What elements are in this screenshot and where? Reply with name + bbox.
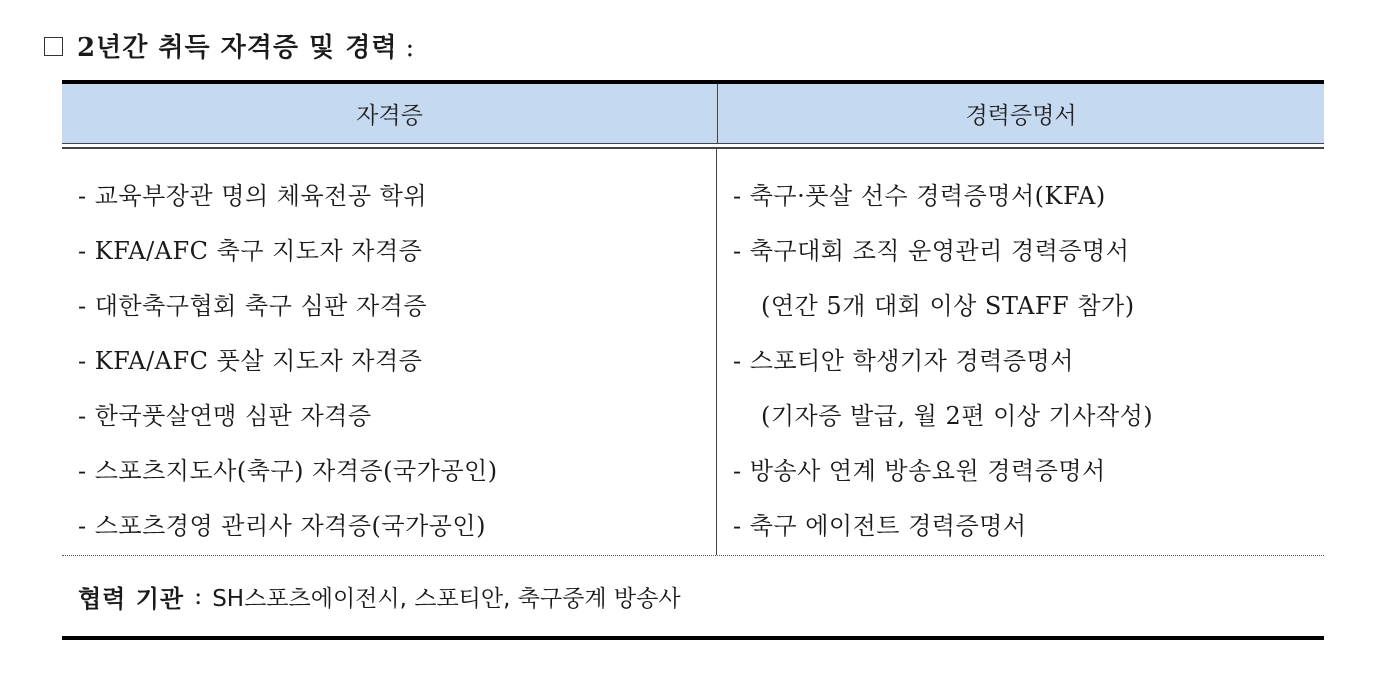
section-title: 2년간 취득 자격증 및 경력 — [77, 33, 398, 63]
table-bottom-rule — [62, 636, 1324, 640]
partner-value: SH스포츠에이전시, 스포티안, 축구중계 방송사 — [212, 585, 681, 612]
list-item: - 교육부장관 명의 체육전공 학위 — [78, 182, 428, 210]
partner-footer — [62, 556, 1324, 636]
section-heading — [44, 28, 414, 68]
partner-colon: : — [194, 582, 203, 610]
list-item: - 스포츠경영 관리사 자격증(국가공인) — [78, 512, 486, 540]
list-item: - 축구·풋살 선수 경력증명서(KFA) — [733, 182, 1106, 210]
list-item: - 대한축구협회 축구 심판 자격증 — [78, 292, 428, 320]
header-certificates: 자격증 — [62, 84, 718, 143]
table-body — [62, 149, 1324, 555]
list-item: - 한국풋살연맹 심판 자격증 — [78, 402, 372, 430]
list-item: - 축구 에이전트 경력증명서 — [733, 512, 1027, 540]
list-item: - KFA/AFC 풋살 지도자 자격증 — [78, 347, 423, 375]
list-item: - 스포츠지도사(축구) 자격증(국가공인) — [78, 457, 498, 485]
list-item-note: (기자증 발급, 월 2편 이상 기사작성) — [761, 402, 1154, 430]
career-column — [717, 149, 1323, 555]
list-item-note: (연간 5개 대회 이상 STAFF 참가) — [761, 292, 1135, 320]
header-career-certificates: 경력증명서 — [965, 103, 1077, 129]
list-item: - KFA/AFC 축구 지도자 자격증 — [78, 237, 423, 265]
list-item: - 축구대회 조직 운영관리 경력증명서 — [733, 237, 1130, 265]
table-header — [62, 84, 1324, 144]
list-item: - 스포티안 학생기자 경력증명서 — [733, 347, 1074, 375]
certificates-column — [62, 149, 717, 555]
section-title-colon: : — [405, 33, 415, 63]
credentials-table — [62, 80, 1324, 640]
checkbox-square-icon — [44, 37, 63, 56]
list-item: - 방송사 연계 방송요원 경력증명서 — [733, 457, 1106, 485]
partner-label: 협력 기관 — [78, 583, 185, 613]
